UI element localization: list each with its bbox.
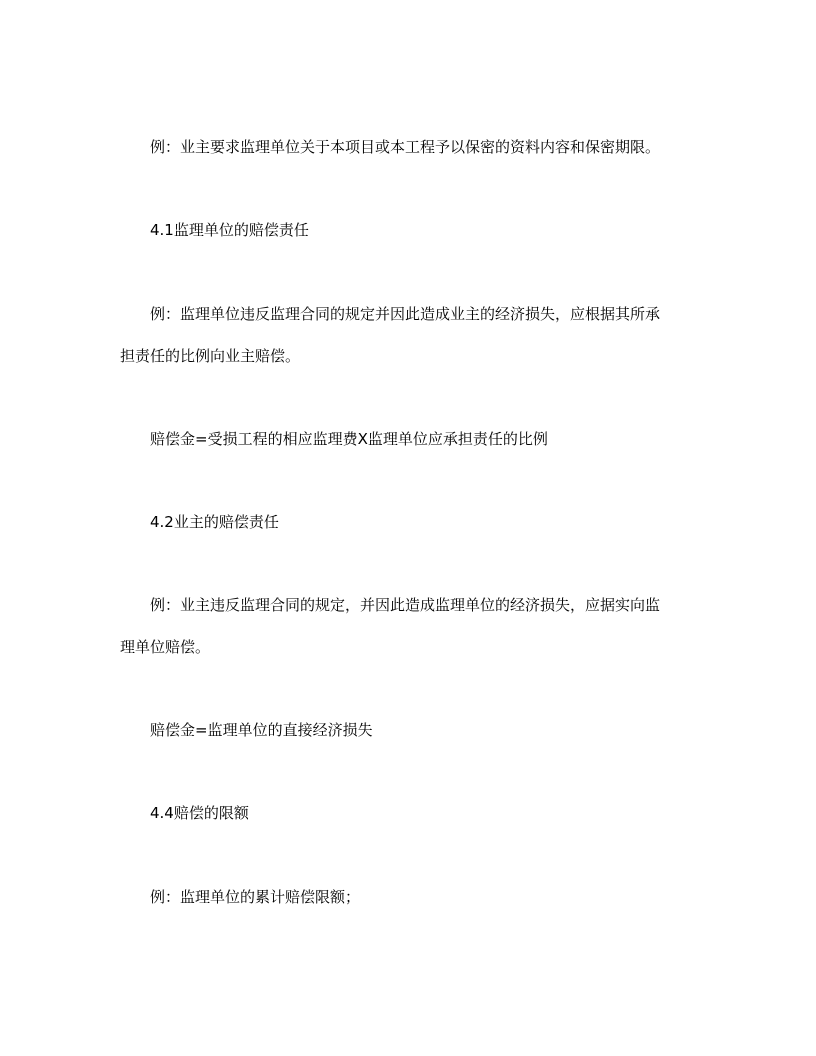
heading-line: 4.1监理单位的赔偿责任	[150, 221, 309, 239]
paragraph-line: 例：监理单位的累计赔偿限额；	[150, 888, 361, 906]
heading-supervisor-liability	[120, 207, 700, 253]
paragraph-compensation-limit-example	[120, 874, 700, 920]
heading-line: 4.2业主的赔偿责任	[150, 513, 279, 531]
paragraph-line: 例：监理单位违反监理合同的规定并因此造成业主的经济损失，应根据其所承	[150, 305, 661, 323]
paragraph-owner-liability-example	[120, 582, 700, 670]
paragraph-line: 例：业主要求监理单位关于本项目或本工程予以保密的资料内容和保密期限。	[150, 138, 661, 156]
paragraph-confidentiality-example	[120, 124, 700, 170]
heading-compensation-limit	[120, 790, 700, 836]
paragraph-line: 担责任的比例向业主赔偿。	[120, 347, 301, 365]
heading-line: 4.4赔偿的限额	[150, 804, 249, 822]
paragraph-line: 例：业主违反监理合同的规定，并因此造成监理单位的经济损失，应据实向监	[150, 596, 661, 614]
heading-owner-liability	[120, 499, 700, 545]
formula-supervisor-compensation	[120, 416, 700, 462]
formula-line: 赔偿金=受损工程的相应监理费X监理单位应承担责任的比例	[150, 430, 548, 448]
paragraph-line: 理单位赔偿。	[120, 638, 211, 656]
paragraph-supervisor-liability-example	[120, 291, 700, 379]
formula-owner-compensation	[120, 707, 700, 753]
formula-line: 赔偿金=监理单位的直接经济损失	[150, 721, 373, 739]
